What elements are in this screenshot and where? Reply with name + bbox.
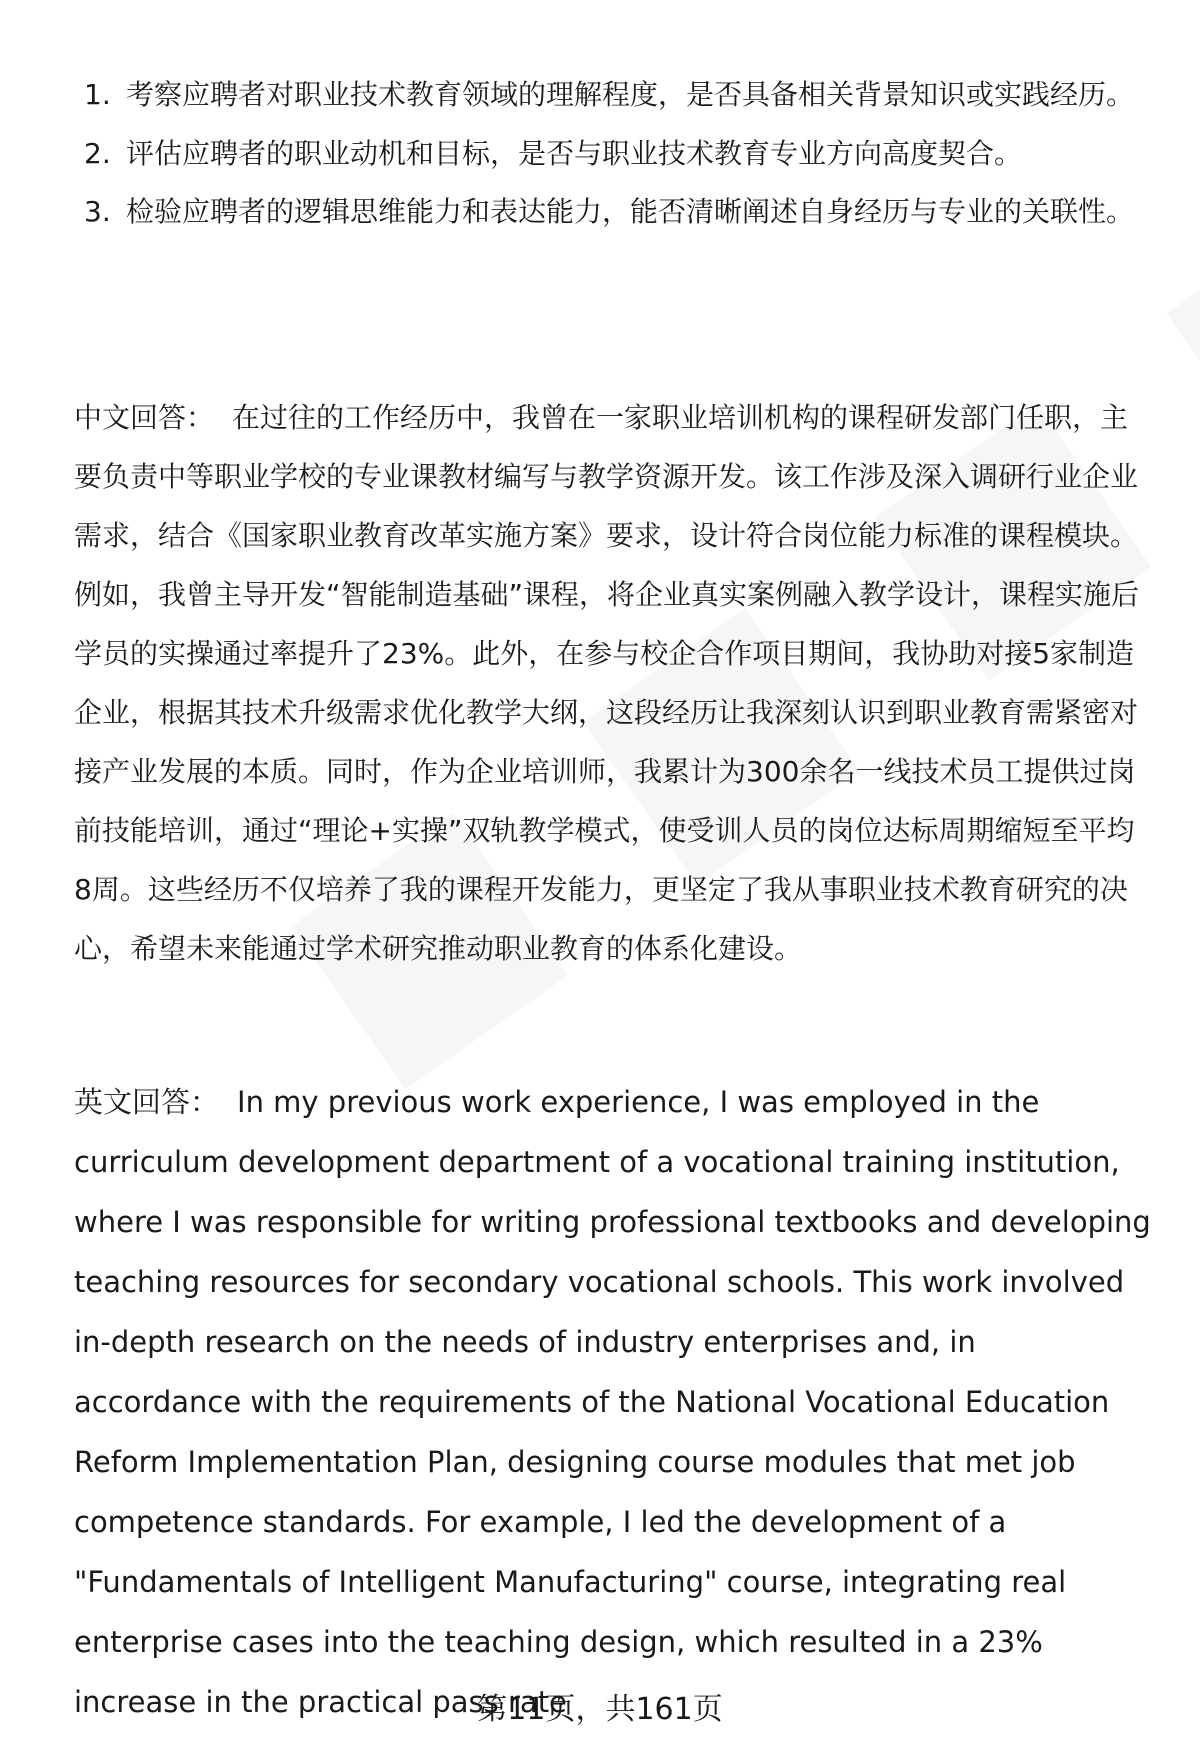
- chinese-answer-text: 在过往的工作经历中，我曾在一家职业培训机构的课程研发部门任职，主要负责中等职业学校的专业课教材编写与教学资源开发。该工作涉及深入调研行业企业需求，结合《国家职业教育改革实施方案》要求，设计符合岗位能力标准的课程模块。例如，我曾主导开发“智能制造基础”课程，将企业真实案例融入教学设计，课程实施后学员的实操通过率提升了23%。此外，在参与校企合作项目期间，我协助对接5家制造企业，根据其技术升级需求优化教学大纲，这段经历让我深刻认识到职业教育需紧密对接产业发展的本质。同时，作为企业培训师，我累计为300余名一线技术员工提供过岗前技能培训，通过“理论+实操”双轨教学模式，使受训人员的岗位达标周期缩短至平均8周。这些经历不仅培养了我的课程开发能力，更坚定了我从事职业技术教育研究的决心，希望未来能通过学术研究推动职业教育的体系化建设。: [74, 401, 1140, 965]
- english-answer-text: In my previous work experience, I was employed in the curriculum development department of a vocational training institution, where I was responsible for writing professional textbooks and developing teaching resources for secondary vocational schools. This work involved in-depth research on the needs of industry enterprises and, in accordance with the requirements of the National Vocational Education Reform Implementation Plan, designing course modules that met job competence standards. For example, I led the development of a "Fundamentals of Intelligent Manufacturing" course, integrating real enterprise cases into the teaching design, which resulted in a 23% increase in the practical pass rate: [74, 1085, 1151, 1719]
- criteria-item: [84, 183, 1146, 242]
- criteria-item: [84, 125, 1146, 184]
- english-answer-label: 英文回答：: [74, 1085, 220, 1119]
- criteria-text: 检验应聘者的逻辑思维能力和表达能力，能否清晰阐述自身经历与专业的关联性。: [126, 195, 1135, 228]
- criteria-text: 评估应聘者的职业动机和目标，是否与职业技术教育专业方向高度契合。: [126, 136, 1023, 170]
- criteria-item: [84, 66, 1146, 125]
- criteria-number: 2.: [84, 136, 111, 170]
- english-answer-paragraph: [74, 1072, 1152, 1732]
- chinese-answer-label: 中文回答：: [74, 401, 215, 434]
- criteria-number: 3.: [84, 195, 111, 228]
- evaluation-criteria-list: [84, 66, 1146, 242]
- page-indicator: 第11页，共161页: [477, 1692, 723, 1727]
- chinese-answer-paragraph: [74, 388, 1152, 978]
- criteria-number: 1.: [84, 78, 111, 111]
- criteria-text: 考察应聘者对职业技术教育领域的理解程度，是否具备相关背景知识或实践经历。: [126, 78, 1135, 111]
